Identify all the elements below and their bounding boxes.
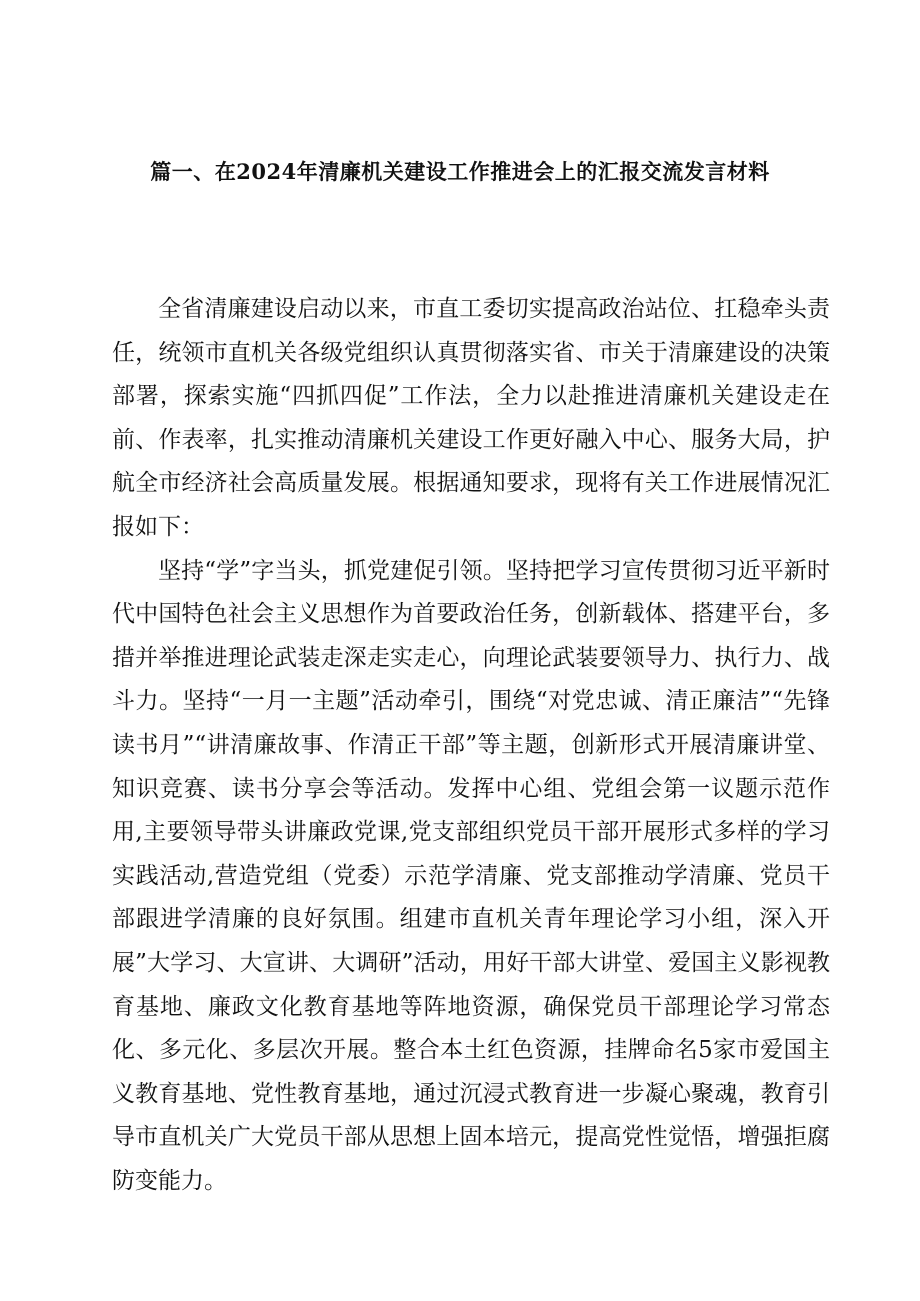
paragraph-study: 坚持“学”字当头，抓党建促引领。坚持把学习宣传贯彻习近平新时代中国特色社会主义思想作为首要政治任务，创新载体、搭建平台，多措并举推进理论武装走深走实走心，向理论武装要领导力、执行力、战斗力。坚持“一月一主题”活动牵引，围绕“对党忠诚、清正廉洁”“先锋读书月”“讲清廉故事、作清正干部”等主题，创新形式开展清廉讲堂、知识竞赛、读书分享会等活动。发挥中心组、党组会第一议题示范作用,主要领导带头讲廉政党课,党支部组织党员干部开展形式多样的学习实践活动,营造党组（党委）示范学清廉、党支部推动学清廉、党员干部跟进学清廉的良好氛围。组建市直机关青年理论学习小组，深入开展”大学习、大宣讲、大调研”活动，用好干部大讲堂、爱国主义影视教育基地、廉政文化教育基地等阵地资源，确保党员干部理论学习常态化、多元化、多层次开展。整合本土红色资源，挂牌命名5家市爱国主义教育基地、党性教育基地，通过沉浸式教育进一步凝心聚魂，教育引导市直机关广大党员干部从思想上固本培元，提高党性觉悟，增强拒腐防变能力。 [112,557,830,1194]
paragraph-intro: 全省清廉建设启动以来，市直工委切实提高政治站位、扛稳牵头责任，统领市直机关各级党组织认真贯彻落实省、市关于清廉建设的决策部署，探索实施“四抓四促”工作法，全力以赴推进清廉机关建设走在前、作表率，扎实推动清廉机关建设工作更好融入中心、服务大局，护航全市经济社会高质量发展。根据通知要求，现将有关工作进展情况汇报如下： [112,296,830,540]
document-title: 篇一、在2024年清廉机关建设工作推进会上的汇报交流发言材料 [150,159,770,184]
document-body [112,288,830,1203]
